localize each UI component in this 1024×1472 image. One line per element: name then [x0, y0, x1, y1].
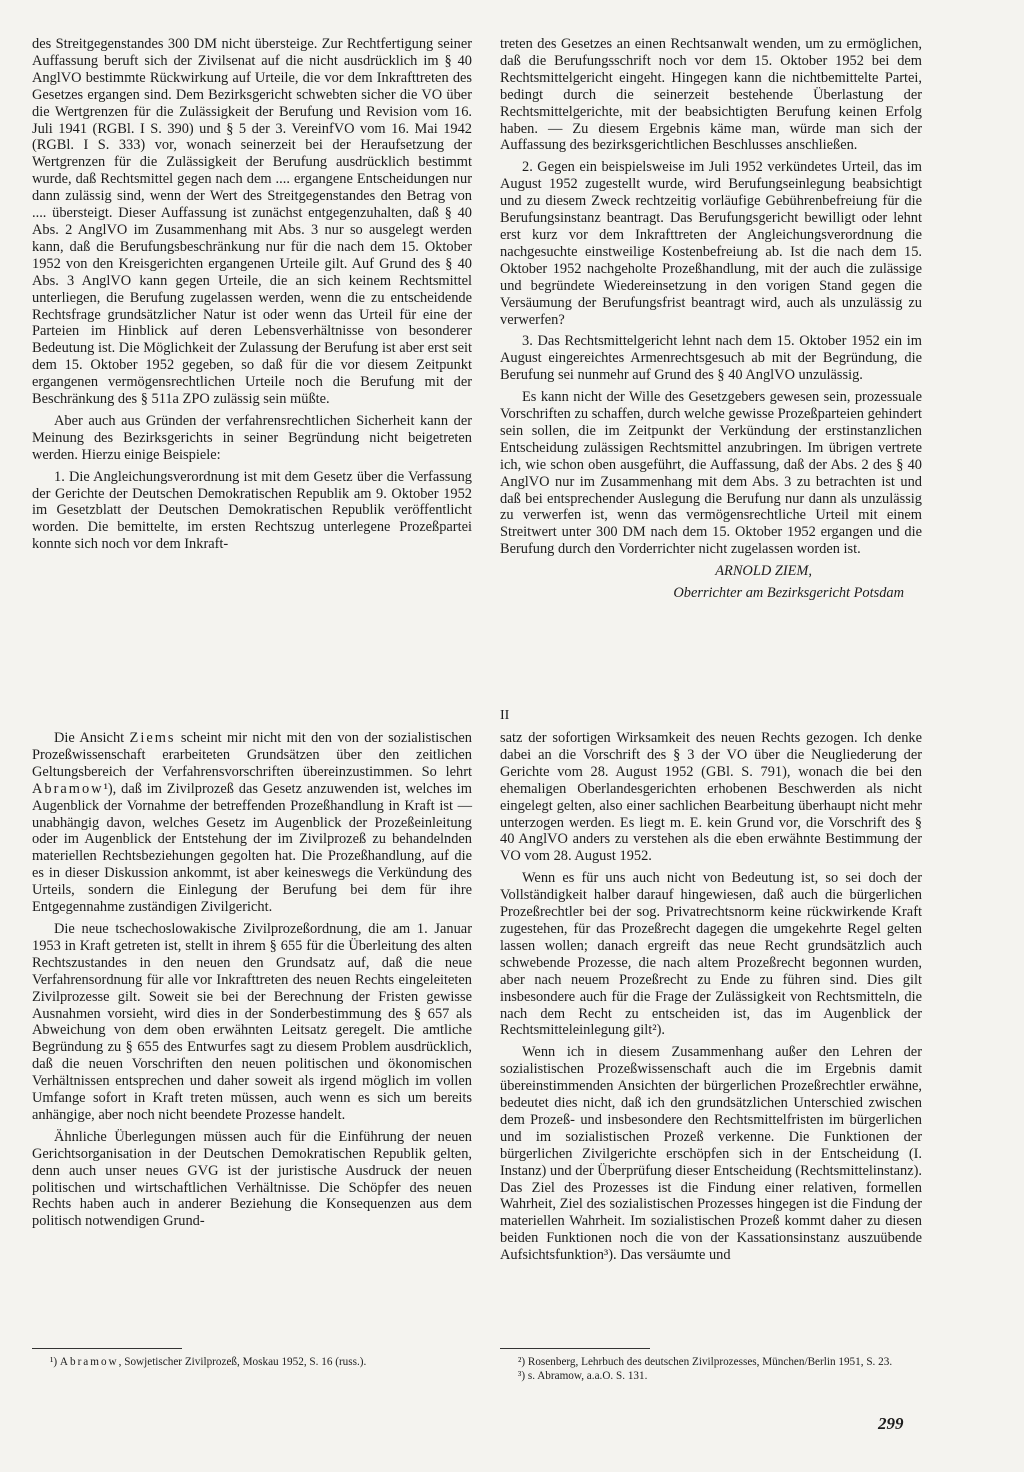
paragraph: 3. Das Rechtsmittelgericht lehnt nach dem 15. Oktober 1952 ein im August eingereichtes Armenrechtsgesuch ab mit der Begründung, die Berufung sei nunmehr auf Grund des § 40 AnglVO unzulässig.: [500, 333, 922, 384]
footnote-2: ²) Rosenberg, Lehrbuch des deutschen Zivilprozesses, München/Berlin 1951, S. 23.: [518, 1356, 893, 1368]
column-2: [500, 36, 922, 607]
column-3: [32, 730, 472, 1235]
footnote-mark: ¹): [50, 1356, 58, 1368]
paragraph: Wenn es für uns auch nicht von Bedeutung ist, so sei doch der Vollständigkeit halber darauf hingewiesen, daß auch die bürgerlichen Prozeßrechtler bei der sog. Privatrechtsnorm keine rückwirkende Kraft zugestehen, für das Prozeßrecht dagegen die umgekehrte Regel gelten lassen wollen; danach ergreift das neue Recht grundsätzlich auch schwebende Prozesse, die nach altem Prozeßrecht begonnen wurden, aber nach neuem Prozeßrecht zu Ende zu führen sind. Dies gilt insbesondere auch für die Frage der Zulässigkeit von Rechtsmitteln, die nach dem Recht zu entscheiden ist, das im Augenblick der Rechtsmitteleinlegung gilt²).: [500, 870, 922, 1039]
footnotes-right: [500, 1356, 922, 1385]
footnote: [32, 1356, 472, 1369]
footnote-author: Abramow: [59, 1356, 119, 1368]
paragraph: Es kann nicht der Wille des Gesetzgebers gewesen sein, prozessuale Vorschriften zu schaffen, durch welche gewisse Prozeßparteien gehindert sein sollen, die im Zeitpunkt der Verkündung der erstinstanzlichen Entscheidung zulässigen Rechtsmittel anzubringen. Im übrigen vertrete ich, wie schon oben ausgeführt, die Auffassung, daß der Abs. 2 des § 40 AnglVO nur im Zusammenhang mit dem Abs. 3 zu betrachten ist und daß bei entsprechender Auslegung die Berufung nur dann als unzulässig zu verwerfen ist, wenn das vermögensrechtliche Urteil mit einem Streitwert unter 300 DM nach dem 15. Oktober 1952 ergangen und die Berufung durch den Vorderrichter nicht zugelassen worden ist.: [500, 389, 922, 558]
author-name: Ziems: [129, 730, 176, 746]
paragraph: treten des Gesetzes an einen Rechtsanwalt wenden, um zu ermöglichen, daß die Berufungsschrift noch vor dem 15. Oktober 1952 bei dem Rechtsmittelgericht eingeht. Hingegen kann die nichtbemittelte Partei, bedingt durch die seinerzeit bestehende Überlastung der Rechtsmittelgerichte, mit der beabsichtigten Berufung keinen Erfolg haben. — Zu diesem Ergebnis käme man, würde man sich der Auffassung des bezirksgerichtlichen Beschlusses anschließen.: [500, 36, 922, 154]
paragraph: 1. Die Angleichungsverordnung ist mit dem Gesetz über die Verfassung der Gerichte der Deutschen Demokratischen Republik am 9. Oktober 1952 im Gesetzblatt der Deutschen Demokratischen Republik veröffentlicht worden. Die bemittelte, im ersten Rechtszug unterlegene Prozeßpartei konnte sich noch vor dem Inkraft-: [32, 468, 472, 553]
footnote-3: ³) s. Abramow, a.a.O. S. 131.: [518, 1370, 648, 1383]
author-name: Abramow: [32, 780, 104, 797]
paragraph: Die neue tschechoslowakische Zivilprozeßordnung, die am 1. Januar 1953 in Kraft getreten ist, stellt in ihrem § 655 für die Überleitung des alten Rechtszustandes in den neuen den Grundsatz auf, daß die neue Verfahrensordnung für alle vor Inkrafttreten des neuen Rechts eingeleiteten Zivilprozesse gilt. Soweit sie bei der Berechnung der Fristen gewisse Ausnahmen vorsieht, wird dies in der Sonderbestimmung des § 657 als Abweichung von dem oben erwähnten Leitsatz geregelt. Die amtliche Begründung zu § 655 des Entwurfes sagt zu diesem Problem ausdrücklich, daß die neuen Vorschriften den neuen politischen und ökonomischen Verhältnissen entsprechen und daher soweit als irgend möglich im vollen Umfange sofort in Kraft treten müssen, auch wenn es sich um bereits anhängige, aber noch nicht beendete Prozesse handelt.: [32, 920, 472, 1123]
paragraph: Wenn ich in diesem Zusammenhang außer den Lehren der sozialistischen Prozeßwissenschaft auch die im Ergebnis damit übereinstimmenden Ansichten der bürgerlichen Prozeßrechtler erwähne, bedeutet dies nicht, daß ich den grundsätzlichen Unterschied zwischen dem Prozeß- und insbesondere den Rechtsmittelfristen im bürgerlichen und im sozialistischen Prozeß verkenne. Die Funktionen der bürgerlichen Zivilgerichte erschöpfen sich in der Entscheidung (I. Instanz) und der Überprüfung dieser Entscheidung (Rechtsmittelinstanz). Das Ziel des Prozesses ist die Findung einer relativen, formellen Wahrheit, Ziel des sozialistischen Prozesses hingegen ist die Findung der materiellen Wahrheit. Im sozialistischen Prozeß kommt daher zu diesen beiden Funktionen noch die von der Kassationsinstanz auszuübende Aufsichtsfunktion³). Das versäumte und: [500, 1044, 922, 1264]
text-run: Die Ansicht: [54, 730, 130, 746]
paragraph: des Streitgegenstandes 300 DM nicht übersteige. Zur Rechtfertigung seiner Auffassung beruft sich der Zivilsenat auf die nicht ausdrücklich im § 40 AnglVO bestimmte Rückwirkung auf Urteile, die vor dem Inkrafttreten des Gesetzes ergangen sind. Dem Bezirksgericht schwebten sicher die VO über die Wertgrenzen für die Zulässigkeit der Berufung und Revision vom 16. Juli 1941 (RGBl. I S. 390) und § 5 der 3. VereinfVO vom 16. Mai 1942 (RGBl. I S. 333) vor, wonach seinerzeit bei der Heraufsetzung der Wertgrenzen für die Zulässigkeit der Berufung ausdrücklich bestimmt wurde, daß Rechtsmittel gegen nach dem .... ergangene Entscheidungen nur dann zulässig sind, wenn der Wert des Streitgegenstandes den Betrag von .... übersteigt. Dieser Auffassung ist zunächst entgegenzuhalten, daß § 40 Abs. 2 AnglVO im Zusammenhang mit Abs. 3 nur so ausgelegt werden kann, daß die Berufungsbeschränkung nur für die nach dem 15. Oktober 1952 von den Kreisgerichten ergangenen Urteile gilt. Auf Grund des § 40 Abs. 3 AnglVO kann gegen Urteile, die an sich keinem Rechtsmittel unterliegen, die Berufung zugelassen werden, wenn die zu entscheidende Rechtsfrage grundsätzlicher Natur ist oder wenn das Urteil für eine der Parteien im Hinblick auf deren Lebensverhältnisse von besonderer Bedeutung ist. Die Möglichkeit der Zulassung der Berufung ist aber erst seit dem 15. Oktober 1952 gegeben, so daß für die vor diesem Zeitpunkt ergangenen vermögensrechtlichen Urteile noch die Berufung mit der Beschränkung des § 511a ZPO zulässig sein müßte.: [32, 36, 472, 408]
footnote-text: , Sowjetischer Zivilprozeß, Moskau 1952, S. 16 (russ.).: [118, 1356, 367, 1368]
paragraph: satz der sofortigen Wirksamkeit des neuen Rechts gezogen. Ich denke dabei an die Vorschrift des § 3 der VO über die Neugliederung der Gerichte vom 28. August 1952 (GBl. S. 791), wonach die bei den ehemaligen Oberlandesgerichten erhobenen Beschwerden als nicht eingelegt gelten, also einer sachlichen Bearbeitung überhaupt nicht mehr unterzogen werden. Es liegt m. E. kein Grund vor, die Vorschrift des § 40 AnglVO anders zu verstehen als die eben erwähnte Bestimmung der VO vom 28. August 1952.: [500, 730, 922, 865]
paragraph: [32, 730, 472, 916]
paragraph: Aber auch aus Gründen der verfahrensrechtlichen Sicherheit kann der Meinung des Bezirksgerichts in seiner Begründung nicht beigetreten werden. Hierzu einige Beispiele:: [32, 412, 472, 463]
footnote-rule: [32, 1348, 182, 1349]
author-signature: ARNOLD ZIEM,: [715, 563, 812, 580]
footnote-rule: [500, 1348, 650, 1349]
author-title: Oberrichter am Bezirksgericht Potsdam: [673, 585, 904, 602]
text-run: , daß im Zivilprozeß das Gesetz anzuwenden ist, welches im Augenblick der Vornahme der betreffenden Prozeßhandlung in Kraft ist — unabhängig davon, welches Gesetz im Augenblick der Prozeßeinleitung oder im Augenblick der Entstehung der im Zivilprozeß zu behandelnden materiellen Rechtsbeziehungen gegolten hat. Die Prozeßhandlung, auf die es in dieser Diskussion ankommt, ist aber keineswegs die Verkündung des Urteils, sondern die Einlegung der Berufung bei dem für ihre Entgegennahme zuständigen Zivilgericht.: [32, 780, 472, 916]
paragraph: Ähnliche Überlegungen müssen auch für die Einführung der neuen Gerichtsorganisation in der Deutschen Demokratischen Republik gelten, denn auch unser neues GVG ist der juristische Ausdruck der neuen politischen und wirtschaftlichen Verhältnisse. Die Schöpfer des neuen Rechts haben auch in anderer Beziehung die Konsequenzen aus dem politisch notwendigen Grund-: [32, 1128, 472, 1230]
paragraph: 2. Gegen ein beispielsweise im Juli 1952 verkündetes Urteil, das im August 1952 zugestellt wurde, wird Berufungseinlegung beabsichtigt und zu diesem Zweck rechtzeitig vorläufige Gebührenbefreiung für die Berufungsinstanz beantragt. Das Berufungsgericht bewilligt oder lehnt erst kurz vor dem Inkrafttreten der Angleichungsverordnung die nachgesuchte einstweilige Kostenbefreiung ab. Ist die nach dem 15. Oktober 1952 nachgeholte Prozeßhandlung, mit der auch die zulässige und begründete Wiedereinsetzung in den vorigen Stand gegen die Versäumung der Berufungsfrist beantragt wird, auch als unzulässig zu verwerfen?: [500, 159, 922, 328]
footnote-ref: ¹): [103, 780, 113, 797]
text-run: scheint mir nicht mit den von der sozialistischen Prozeßwissenschaft erarbeiteten Grundsätzen über den zeitlichen Geltungsbereich der Verfahrensvorschriften übereinzustimmen. So lehrt: [32, 730, 472, 780]
section-heading: II: [500, 708, 510, 723]
column-4: [500, 730, 922, 1269]
footnote-1: [32, 1356, 472, 1370]
column-1: [32, 36, 472, 558]
page-number: 299: [878, 1414, 904, 1433]
